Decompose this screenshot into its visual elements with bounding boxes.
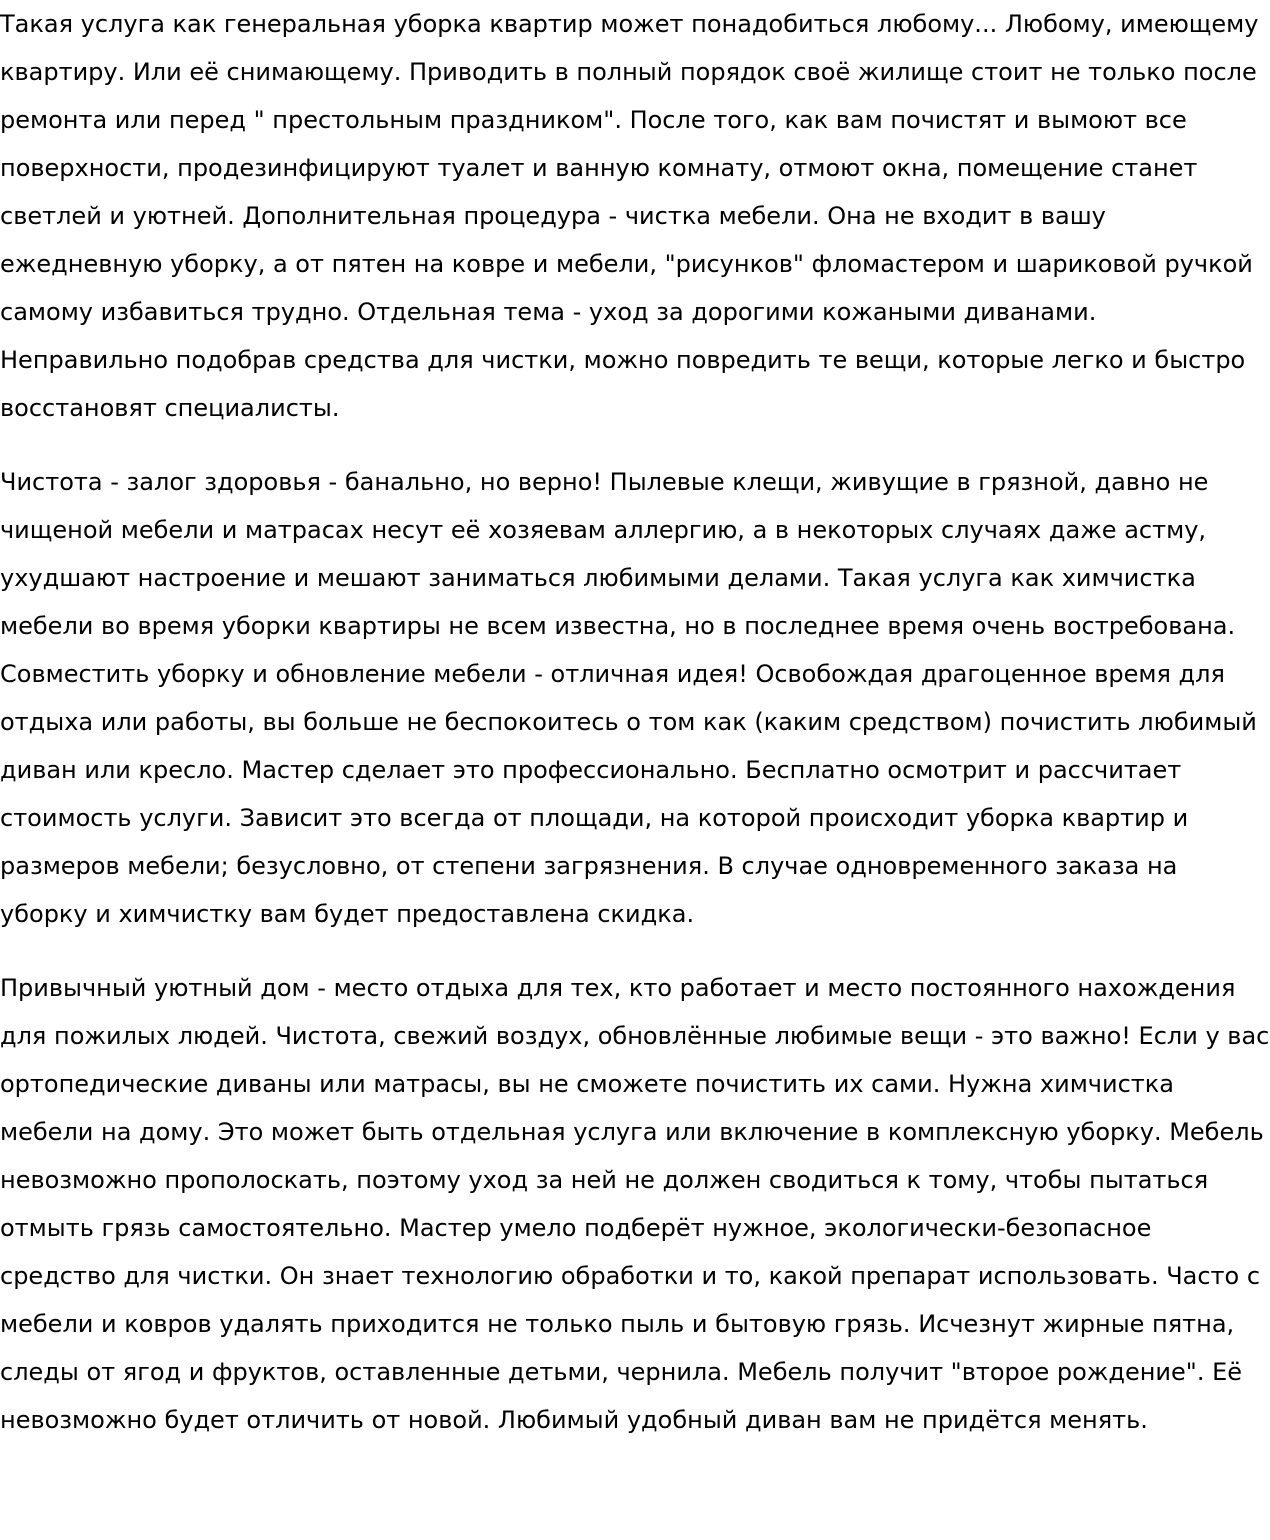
paragraph-general-cleaning: Такая услуга как генеральная уборка квартир может понадобиться любому... Любому, имеющему квартиру. Или её снимающему. Приводить в полный порядок своё жилище стоит не только после ремонта или перед " престольным праздником". После того, как вам почистят и вымоют все поверхности, продезинфицируют туалет и ванную комнату, отмоют окна, помещение станет светлей и уютней. Дополнительная процедура - чистка мебели. Она не входит в вашу ежедневную уборку, а от пятен на ковре и мебели, "рисунков" фломастером и шариковой ручкой самому избавиться трудно. Отдельная тема - уход за дорогими кожаными диванами. Неправильно подобрав средства для чистки, можно повредить те вещи, которые легко и быстро восстановят специалисты. bbox=[0, 10, 1259, 422]
paragraph-home-dry-cleaning: Привычный уютный дом - место отдыха для тех, кто работает и место постоянного нахождения для пожилых людей. Чистота, свежий воздух, обновлённые любимые вещи - это важно! Если у вас ортопедические диваны или матрасы, вы не сможете почистить их сами. Нужна химчистка мебели на дому. Это может быть отдельная услуга или включение в комплексную уборку. Мебель невозможно прополоскать, поэтому уход за ней не должен сводиться к тому, чтобы пытаться отмыть грязь самостоятельно. Мастер умело подберёт нужное, экологически-безопасное средство для чистки. Он знает технологию обработки и то, какой препарат использовать. Часто с мебели и ковров удалять приходится не только пыль и бытовую грязь. Исчезнут жирные пятна, следы от ягод и фруктов, оставленные детьми, чернила. Мебель получит "второе рождение". Её невозможно будет отличить от новой. Любимый удобный диван вам не придётся менять. bbox=[0, 974, 1270, 1434]
paragraph-cleanliness-health: Чистота - залог здоровья - банально, но верно! Пылевые клещи, живущие в грязной, давно не чищеной мебели и матрасах несут её хозяевам аллергию, а в некоторых случаях даже астму, ухудшают настроение и мешают заниматься любимыми делами. Такая услуга как химчистка мебели во время уборки квартиры не всем известна, но в последнее время очень востребована. Совместить уборку и обновление мебели - отличная идея! Освобождая драгоценное время для отдыха или работы, вы больше не беспокоитесь о том как (каким средством) почистить любимый диван или кресло. Мастер сделает это профессионально. Бесплатно осмотрит и рассчитает стоимость услуги. Зависит это всегда от площади, на которой происходит уборка квартир и размеров мебели; безусловно, от степени загрязнения. В случае одновременного заказа на уборку и химчистку вам будет предоставлена скидка. bbox=[0, 468, 1257, 928]
